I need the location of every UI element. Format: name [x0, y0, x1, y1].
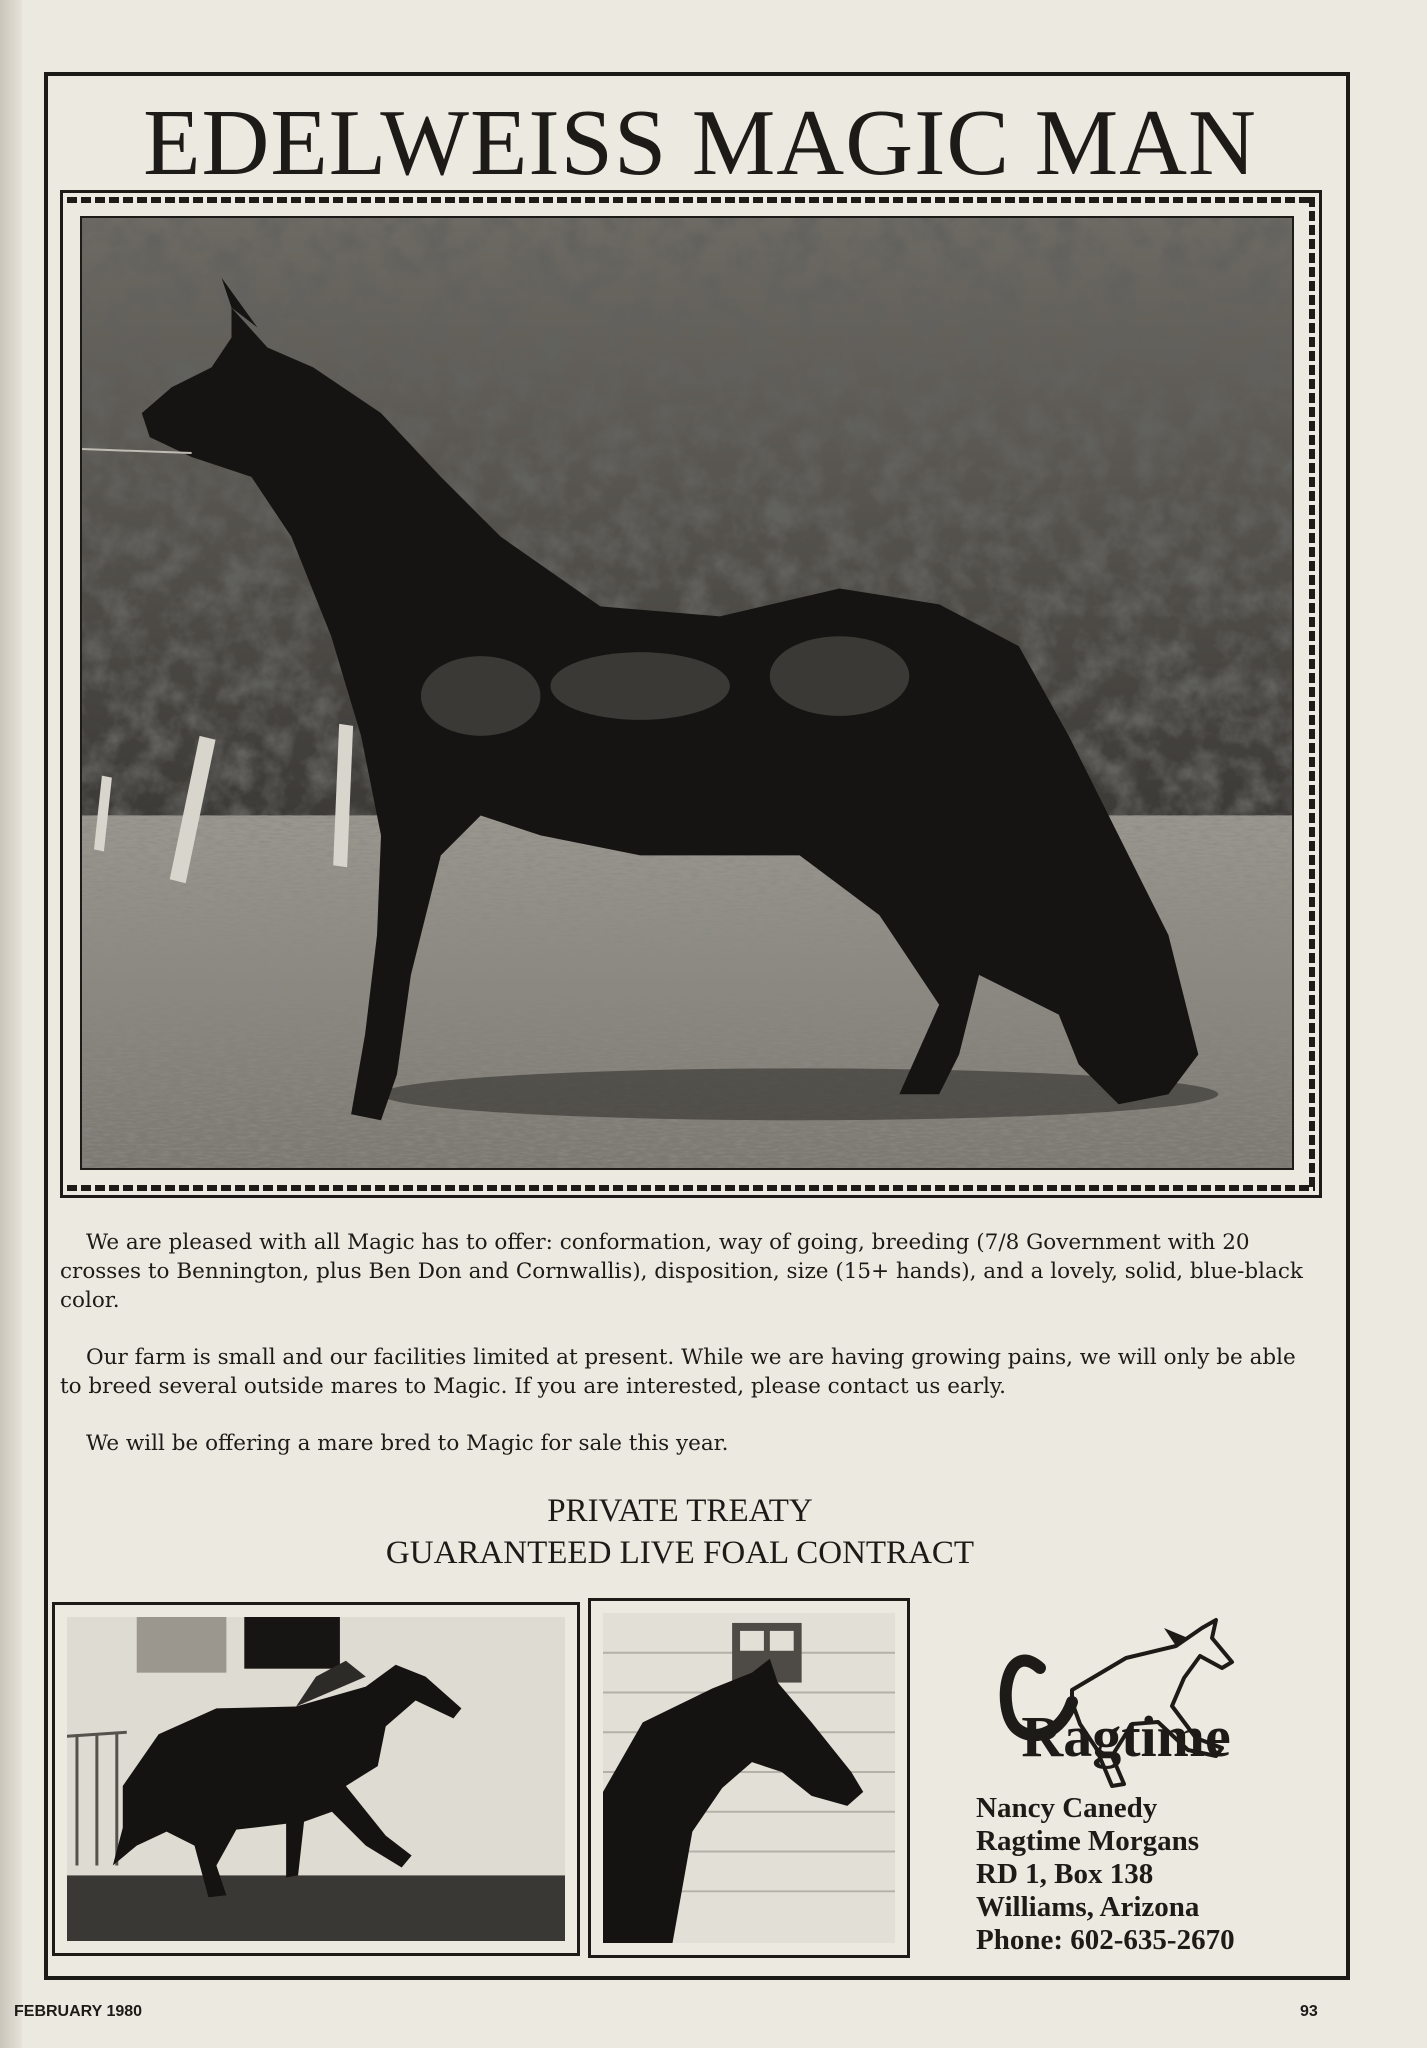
- contact-farm: Ragtime Morgans: [976, 1825, 1200, 1857]
- dashed-rule-top: [67, 197, 1315, 203]
- offer-line-private-treaty: PRIVATE TREATY: [547, 1493, 813, 1529]
- horse-trotting-photo: [52, 1602, 580, 1956]
- contact-block: [976, 1792, 1316, 1957]
- main-horse-photo: [80, 216, 1294, 1170]
- dashed-rule-right: [1309, 197, 1315, 1191]
- contact-name: Nancy Canedy: [976, 1792, 1158, 1824]
- paragraph-breeding: Our farm is small and our facilities limited at present. While we are having growing pains, we will only be able to breed several outside mares to Magic. If you are interested, please contact us early.: [60, 1345, 1296, 1399]
- paragraph-qualities: We are pleased with all Magic has to offer: conformation, way of going, breeding (7/8 Government with 20 crosses to Bennington, plus Ben Don and Cornwallis), disposition, size (15+ hands), and a lovely, solid, blue-black color.: [60, 1230, 1303, 1313]
- dashed-rule-bottom: [67, 1185, 1315, 1191]
- contact-phone: Phone: 602-635-2670: [976, 1924, 1235, 1956]
- ragtime-logo-word: Ragtime: [1021, 1704, 1231, 1769]
- contact-city: Williams, Arizona: [976, 1891, 1200, 1923]
- footer-page-number: 93: [1300, 2003, 1318, 2020]
- paragraph-mare-sale: We will be offering a mare bred to Magic for sale this year.: [86, 1431, 729, 1456]
- ad-body-text: [60, 1228, 1310, 1486]
- footer-issue-date: FEBRUARY 1980: [14, 2003, 143, 2020]
- offer-line-foal-contract: GUARANTEED LIVE FOAL CONTRACT: [385, 1535, 975, 1571]
- horse-head-photo: [588, 1598, 910, 1958]
- ad-title: EDELWEISS MAGIC MAN: [143, 91, 1257, 195]
- contact-address: RD 1, Box 138: [976, 1858, 1154, 1890]
- offer-heading: [300, 1490, 1060, 1574]
- page-spine-shadow: [0, 0, 22, 2048]
